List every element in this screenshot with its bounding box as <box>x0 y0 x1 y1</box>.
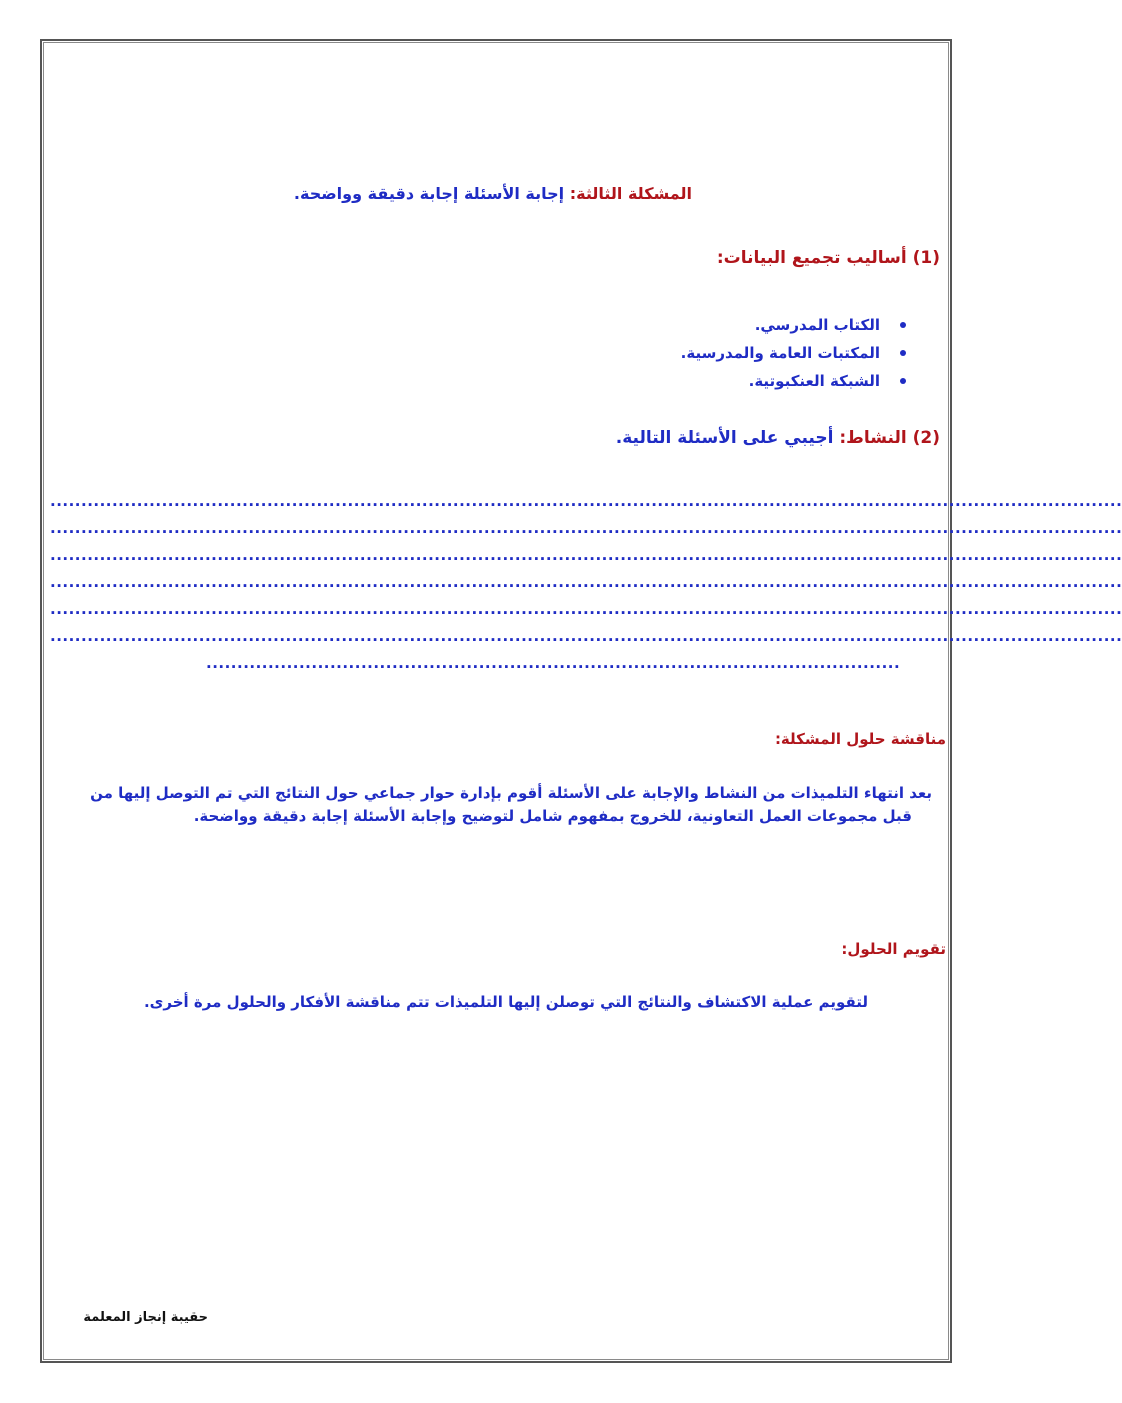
section2-number: (2) <box>912 428 940 448</box>
problem-text: إجابة الأسئلة إجابة دقيقة وواضحة. <box>293 184 565 203</box>
list-item-text: المكتبات العامة والمدرسية. <box>680 344 880 362</box>
section1-heading <box>717 248 940 268</box>
answer-line[interactable]: ............................................................................................................................................................................. <box>50 492 1122 510</box>
data-sources-list <box>681 312 906 396</box>
section2-label: النشاط: <box>839 428 907 448</box>
answer-line[interactable]: ............................................................................................................................................................................. <box>50 519 1122 537</box>
list-item-text: الكتاب المدرسي. <box>754 316 880 334</box>
discussion-line-1: بعد انتهاء التلميذات من النشاط والإجابة على الأسئلة أقوم بإدارة حوار جماعي حول النتائج التي تم التوصل إليها من <box>90 784 932 802</box>
evaluation-paragraph: لتقويم عملية الاكتشاف والنتائج التي توصلن إليها التلميذات تتم مناقشة الأفكار والحلول مرة أخرى. <box>143 993 868 1011</box>
answer-line[interactable]: ............................................................................................................................................................................. <box>50 627 1122 645</box>
discussion-paragraph <box>62 782 932 828</box>
problem-label: المشكلة الثالثة: <box>569 184 692 203</box>
section1-title: أساليب تجميع البيانات: <box>716 248 907 268</box>
footer-text: حقيبة إنجاز المعلمة <box>83 1310 208 1325</box>
answer-line[interactable]: ............................................................................................................................................................................. <box>50 546 1122 564</box>
problem-heading <box>294 184 692 203</box>
bullet-icon <box>900 378 906 384</box>
bullet-icon <box>900 350 906 356</box>
page-border-inner <box>43 42 1122 1360</box>
list-item <box>681 312 906 340</box>
section2-heading <box>616 428 940 448</box>
answer-line-short[interactable]: ................................................................................................................ <box>206 654 901 672</box>
section2-text: أجيبي على الأسئلة التالية. <box>615 428 834 448</box>
list-item-text: الشبكة العنكبوتية. <box>748 372 880 390</box>
discussion-line-2: قبل مجموعات العمل التعاونية، للخروج بمفهوم شامل لتوضيح وإجابة الأسئلة إجابة دقيقة وواضحة. <box>193 807 912 825</box>
list-item <box>681 368 906 396</box>
evaluation-heading: تقويم الحلول: <box>841 940 946 958</box>
section1-number: (1) <box>912 248 940 268</box>
bullet-icon <box>900 322 906 328</box>
answer-line[interactable]: ............................................................................................................................................................................. <box>50 573 1122 591</box>
answer-line[interactable]: ............................................................................................................................................................................. <box>50 600 1122 618</box>
list-item <box>681 340 906 368</box>
discussion-heading: مناقشة حلول المشكلة: <box>774 730 946 748</box>
